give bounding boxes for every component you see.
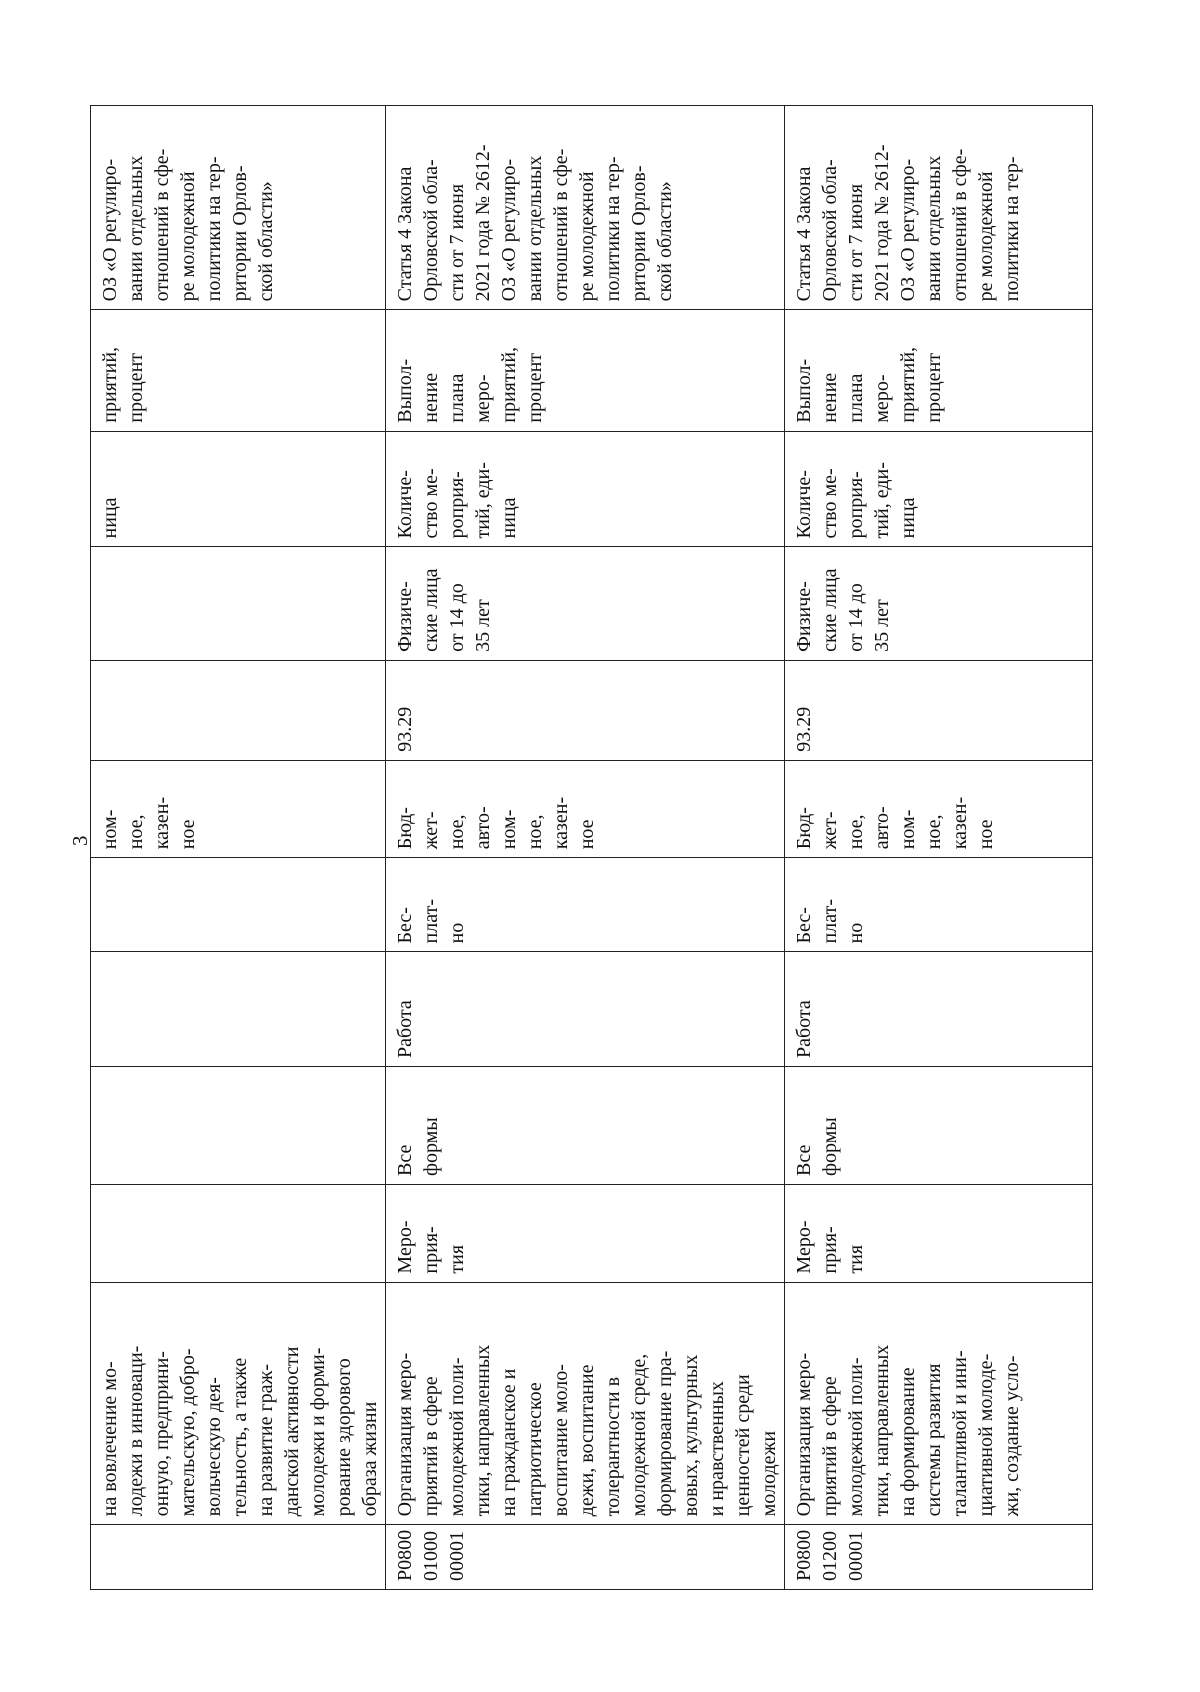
cell-pay: Бес- плат- но bbox=[785, 858, 1093, 952]
cell-indicator-volume: Количе- ство ме- роприя- тий, еди- ница bbox=[386, 431, 785, 547]
cell-okved: 93.29 bbox=[386, 660, 785, 760]
cell-institution: ном- ное, казен- ное bbox=[91, 760, 386, 858]
cell-indicator-volume: Количе- ство ме- роприя- тий, еди- ница bbox=[785, 431, 1093, 547]
cell-type bbox=[91, 1185, 386, 1283]
cell-pay: Бес- плат- но bbox=[386, 858, 785, 952]
cell-code: Р0800 01200 00001 bbox=[785, 1525, 1093, 1590]
cell-code bbox=[91, 1525, 386, 1590]
cell-form bbox=[91, 1067, 386, 1185]
cell-institution: Бюд- жет- ное, авто- ном- ное, казен- ное bbox=[386, 760, 785, 858]
cell-name: Организация меро- приятий в сфере молодежной поли- тики, направленных на формирование системы развития талантливой и ини- циативной молоде- жи, создание усло- bbox=[785, 1282, 1093, 1525]
cell-legal-basis: ОЗ «О регулиро- вании отдельных отношений в сфе- ре молодежной политики на тер- ритории Орлов- ской области» bbox=[91, 106, 386, 310]
cell-legal-basis: Статья 4 Закона Орловской обла- сти от 7 июня 2021 года № 2612- ОЗ «О регулиро- вании отдельных отношений в сфе- ре молодежной политики на тер- bbox=[785, 106, 1093, 310]
cell-okved bbox=[91, 660, 386, 760]
cell-type: Меро- прия- тия bbox=[386, 1185, 785, 1283]
cell-name: Организация меро- приятий в сфере молодежной поли- тики, направленных на гражданское и патриотическое воспитание моло- дежи, воспитание толерантности в молодежной среде, формирование пра- вовых, культурных и нравственных ценностей среди молодежи bbox=[386, 1282, 785, 1525]
cell-indicator-volume: ница bbox=[91, 431, 386, 547]
cell-code: Р0800 01000 00001 bbox=[386, 1525, 785, 1590]
cell-name: на вовлечение мо- лодежи в инноваци- онную, предприни- мательскую, добро- вольческую дея- тельность, а также на развитие граж- данской активности молодежи и форми- рование здорового образа жизни bbox=[91, 1282, 386, 1525]
cell-consumers: Физиче- ские лица от 14 до 35 лет bbox=[386, 547, 785, 660]
page-number: 3 bbox=[68, 835, 92, 846]
cell-kind bbox=[91, 952, 386, 1067]
cell-institution: Бюд- жет- ное, авто- ном- ное, казен- ное bbox=[785, 760, 1093, 858]
cell-indicator-quality: Выпол- нение плана меро- приятий, процент bbox=[386, 310, 785, 431]
cell-kind: Работа bbox=[785, 952, 1093, 1067]
cell-form: Все формы bbox=[785, 1067, 1093, 1185]
cell-legal-basis: Статья 4 Закона Орловской обла- сти от 7 июня 2021 года № 2612- ОЗ «О регулиро- вании отдельных отношений в сфе- ре молодежной политики на тер- ритории Орлов- ской области» bbox=[386, 106, 785, 310]
cell-type: Меро- прия- тия bbox=[785, 1185, 1093, 1283]
cell-consumers bbox=[91, 547, 386, 660]
services-table bbox=[90, 105, 1093, 1590]
cell-kind: Работа bbox=[386, 952, 785, 1067]
cell-indicator-quality: приятий, процент bbox=[91, 310, 386, 431]
cell-indicator-quality: Выпол- нение плана меро- приятий, процент bbox=[785, 310, 1093, 431]
table-row bbox=[386, 106, 785, 1590]
cell-okved: 93.29 bbox=[785, 660, 1093, 760]
rotated-table-wrapper bbox=[90, 105, 1055, 1590]
cell-pay bbox=[91, 858, 386, 952]
table-row bbox=[91, 106, 386, 1590]
table-row bbox=[785, 106, 1093, 1590]
cell-form: Все формы bbox=[386, 1067, 785, 1185]
cell-consumers: Физиче- ские лица от 14 до 35 лет bbox=[785, 547, 1093, 660]
